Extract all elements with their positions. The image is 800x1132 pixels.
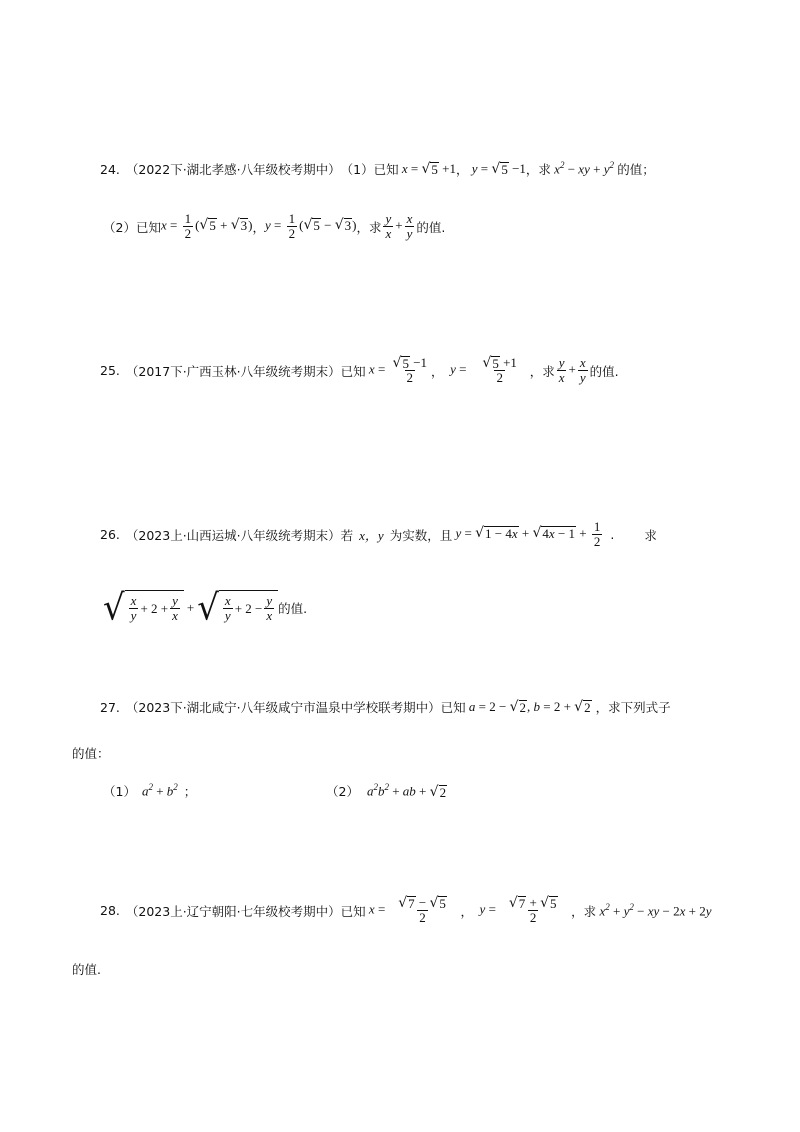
q25-y-formula: y = √ 5 +1 2: [443, 355, 517, 385]
q28-sep1: ，: [460, 903, 474, 919]
q24-expression: $x^2$ − xy + $y^2$: [550, 160, 614, 177]
q28-line2-text: 的值.: [72, 962, 101, 977]
q24-expression2: $\frac{y}{x}$ + $\frac{x}{y}$: [385, 211, 413, 241]
q24-sep4: ，求: [356, 219, 382, 235]
q27-line3b: [326, 782, 447, 800]
q26-y-formula: y = √ 1 − 4x + √ 4x − 1 + $\frac{1}{2}$: [452, 519, 601, 549]
q24-x-formula: x = √ 5 +1: [398, 161, 456, 177]
q28-expression: $x^2 + y^2$ − xy − 2x + 2y: [596, 901, 712, 919]
q26-line1: [100, 520, 657, 549]
q24-sep1: ，: [456, 162, 469, 177]
q26-line2: [103, 587, 308, 629]
q27-part1-end: ；: [183, 784, 197, 799]
q27-source: （2023下·湖北咸宁·八年级咸宁市温泉中学校联考期中）已知: [125, 700, 466, 715]
q25-sep1: ，: [431, 363, 444, 379]
q25-expression: $\frac{y}{x}$ + $\frac{x}{y}$: [558, 355, 586, 385]
q24-sep2: ，求: [525, 162, 551, 177]
q27-tail: ，求下列式子: [595, 700, 671, 715]
q25-x-formula: x = √ 5 −1 2: [365, 355, 428, 385]
q26-end: .: [610, 527, 615, 542]
q24-ask: 的值；: [617, 162, 655, 177]
q27-given: a = 2 − √ 2 , b = 2 + √ 2: [465, 699, 591, 715]
q28-source: （2023上·辽宁朝阳·七年级校考期中）已知: [125, 903, 366, 919]
q24-line2: [103, 212, 445, 241]
q27-line2-text: 的值：: [72, 746, 110, 761]
q27-part2-label: （2）: [326, 784, 359, 799]
q27-number: 27.: [100, 699, 120, 715]
q24-y2-formula: y = $\frac{1}{2}$ ( √ 5 − √ 3 ): [264, 211, 357, 241]
q28-number: 28.: [100, 903, 120, 918]
q24-source: （2022下·湖北孝感·八年级校考期中）: [125, 162, 341, 177]
q25-line1: [100, 356, 619, 385]
q25-ask: 的值.: [589, 363, 619, 379]
q24-sep3: ，: [252, 219, 265, 235]
q25-sep2: ，求: [529, 363, 555, 379]
q24-ask2: 的值.: [416, 219, 446, 235]
q26-vars: x，y: [359, 528, 384, 543]
q28-x-formula: x = √ 7 − √ 5 2: [365, 895, 446, 925]
q27-line2: [72, 744, 110, 762]
q27-part2-expr: $a^2b^2$ + ab + √ 2: [366, 782, 447, 800]
q27-part1-expr: $a^2 + b^2$: [141, 782, 178, 799]
q24-part1-label: （1）已知: [340, 162, 399, 177]
q26-source: （2023上·山西运城·八年级统考期末）若: [125, 527, 354, 543]
q26-ask: 求: [644, 527, 657, 543]
q24-x2-formula: x = $\frac{1}{2}$ ( √ 5 + √ 3 ): [160, 211, 253, 241]
q28-line2: [72, 960, 101, 978]
q24-part2-label: （2）已知: [103, 219, 161, 235]
q27-line1: [100, 698, 671, 716]
q24-line1: [100, 160, 655, 178]
q25-source: （2017下·广西玉林·八年级统考期末）已知: [125, 363, 366, 379]
q28-line1: [100, 896, 711, 925]
q25-number: 25.: [100, 363, 120, 378]
q27-line3: [103, 782, 196, 800]
q27-part1-label: （1）: [103, 784, 136, 799]
q26-number: 26.: [100, 527, 120, 542]
q26-cond: 为实数，且: [389, 527, 453, 543]
q28-y-formula: y = √ 7 + √ 5 2: [473, 895, 557, 925]
q24-y-formula: y = √ 5 −1: [468, 161, 526, 177]
q26-expression: √ $\frac{x}{y}$ + 2 + $\frac{y}{x}$ + √ $\frac{x}{y}$ + 2 − $\frac{y}{x}$: [103, 590, 278, 626]
q26-ask2: 的值.: [278, 601, 308, 616]
q28-sep2: ，求: [571, 903, 597, 919]
q24-number: 24.: [100, 161, 120, 177]
